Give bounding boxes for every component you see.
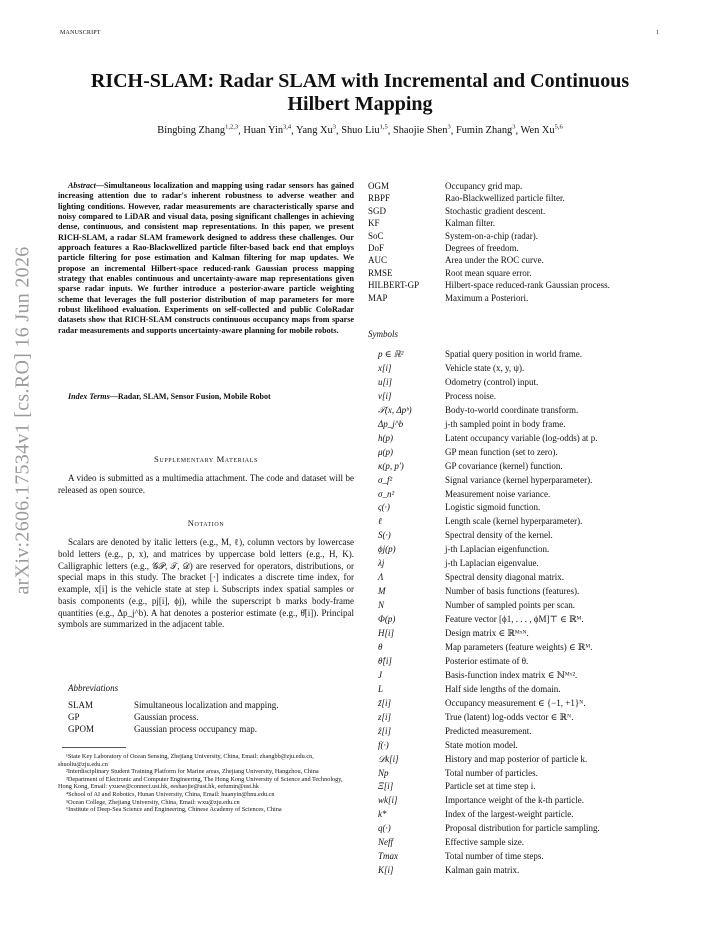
symbol-row [378, 768, 538, 778]
symbol-row-term: σ_n² [378, 488, 395, 499]
symbol-row-description: Particle set at time step i. [445, 781, 536, 792]
symbol-row-description: Body-to-world coordinate transform. [445, 404, 579, 415]
footnote-rule [62, 747, 126, 748]
symbol-row-term: Λ [378, 572, 384, 583]
symbol-row-term: K[i] [378, 865, 394, 876]
symbol-row-description: Index of the largest-weight particle. [445, 809, 574, 820]
symbol-row [378, 405, 578, 416]
symbol-row [378, 475, 592, 485]
symbol-row-description: Occupancy measurement ∈ {−1, +1}ᴺ. [445, 697, 586, 708]
abbreviation-row [368, 280, 610, 290]
author: Shaojie Shen$^3$ [392, 124, 451, 137]
symbol-row [378, 349, 582, 360]
symbol-row-term: ẑ[i] [378, 725, 392, 736]
supp-heading: Supplementary Materials [154, 454, 258, 464]
symbol-row-description: Importance weight of the k-th particle. [445, 795, 584, 806]
abbreviation-row-term: GP [68, 712, 80, 722]
notation-text: Scalars are denoted by italic letters (e.g., M, ℓ), column vectors by lowercase bold letters (e.g., p, x), and matrices by uppercase bold letters (e.g., H, K). Calligraphic letters (e.g., 𝒢𝒫, 𝒯, 𝒟) are reserved for operators, distributions, or special maps in this study. The bracket [·] indicates a discrete time index, for example, x[i] is the vehicle state at step i. Subscripts index spatial samples or basis components (e.g., pj[i], ϕj), while the superscript b marks body-frame quantities (e.g., Δp_j^b). A hat denotes a posterior estimate (e.g., θ̂[i]). Principal symbols are summarized in the adjacent table. [58, 537, 354, 630]
symbol-row-term: wk[i] [378, 795, 398, 806]
abbreviation-row-description: Maximum a Posteriori. [445, 292, 529, 303]
abbreviation-row-term: RBPF [368, 193, 391, 204]
page-number: 1 [656, 30, 660, 36]
abbreviation-row [368, 268, 531, 278]
symbol-row [378, 502, 540, 512]
symbol-row-description: Basis-function index matrix ∈ ℕᴹˣ². [445, 669, 578, 680]
symbol-row [378, 489, 550, 499]
footnote: ³Department of Electronic and Computer Engineering, The Hong Kong University of Science and Technology, Hong Kong, Email: yxuew@connect.ust.hk, eeshaojie@ust.hk, eefumin@ust.hk [58, 775, 343, 791]
symbol-row [378, 823, 600, 833]
symbol-row-description: j-th Laplacian eigenvalue. [445, 558, 539, 569]
symbol-row [378, 698, 586, 709]
abbreviation-row-description: System-on-a-chip (radar). [445, 230, 538, 241]
symbol-row-term: u[i] [378, 376, 393, 387]
symbol-row [378, 530, 553, 540]
symbol-row-description: Kalman gain matrix. [445, 865, 520, 876]
symbol-row-term: S(·) [378, 530, 391, 541]
supp-text: A video is submitted as a multimedia attachment. The code and dataset will be released as open source. [58, 473, 354, 495]
author: Fumin Zhang$^3$ [455, 124, 516, 137]
symbol-row [378, 726, 531, 736]
index-terms-label: Index Terms [68, 392, 110, 401]
abbreviation-row [368, 231, 538, 241]
symbol-row [378, 572, 564, 582]
symbol-row-term: Tmax [378, 851, 398, 862]
symbol-row-description: GP covariance (kernel) function. [445, 460, 563, 471]
abstract-text: —Simultaneous localization and mapping using radar sensors has gained increasing attention due to radar's inherent robustness to adverse weather and lighting conditions. However, radar measurements are characteristically sparse and noisy compared to LiDAR and visual data, posing significant challenges in achieving dense, continuous, and consistent map representations. In this paper, we present RICH-SLAM, a radar SLAM framework designed to address these challenges. Our approach features a Rao-Blackwellized particle filter-based back end that employs particle filtering for pose estimation and Kalman filtering for map updates. We propose an incremental Hilbert-space reduced-rank Gaussian process mapping strategy that enables continuous and uncertainty-aware map representations given sparse radar inputs. We further introduce a posterior-aware particle weighting scheme that leverages the full posterior distribution of map parameters for more robust likelihood evaluation. Experiments on self-collected and public ColoRadar datasets show that RICH-SLAM constructs continuous occupancy maps from sparse radar measurements and supports uncertainty-aware planning for mobile robots. [58, 181, 354, 335]
abbreviation-row-term: KF [368, 218, 380, 229]
abbreviation-row-term: SoC [368, 230, 384, 241]
symbol-row-description: Logistic sigmoid function. [445, 502, 541, 513]
symbol-row-description: Half side lengths of the domain. [445, 683, 561, 694]
symbol-row [378, 586, 579, 596]
symbol-row [378, 781, 535, 791]
symbol-row [378, 865, 519, 875]
symbol-row [378, 391, 496, 401]
footnote: ⁴School of AI and Robotics, Hunan University, China, Email: huanyin@hnu.edu.cn [66, 790, 275, 798]
symbol-row-description: Number of basis functions (features). [445, 586, 580, 597]
abbreviation-row-description: Root mean square error. [445, 267, 532, 278]
abbreviation-row-description: Gaussian process occupancy map. [134, 724, 257, 734]
abbreviations-heading: Abbreviations [68, 683, 119, 693]
symbol-row-description: Design matrix ∈ ℝᴹˣᴺ. [445, 628, 529, 638]
symbol-row-description: j-th Laplacian eigenfunction. [445, 544, 550, 555]
abbreviation-row-description: Hilbert-space reduced-rank Gaussian process. [445, 280, 610, 291]
abbreviation-row-term: GPOM [68, 724, 95, 734]
author: Wen Xu$^{5,6}$ [520, 124, 563, 137]
symbol-row [378, 363, 524, 373]
abbreviation-row-description: Rao-Blackwellized particle filter. [445, 193, 565, 204]
symbol-row-term: h(p) [378, 432, 393, 443]
abbreviation-row [368, 206, 545, 216]
symbol-row [378, 628, 529, 639]
symbol-row-description: Map parameters (feature weights) ∈ ℝᴹ. [445, 641, 593, 652]
abbreviation-row [68, 723, 257, 735]
symbol-row [378, 712, 573, 723]
symbol-row-description: State motion model. [445, 739, 518, 750]
footnotes [58, 753, 354, 814]
notation-heading: Notation [187, 518, 225, 528]
abbreviation-row [368, 255, 544, 265]
symbol-row-term: J [378, 669, 382, 680]
abbreviation-row [368, 243, 519, 253]
symbol-row-description: j-th sampled point in body frame. [445, 418, 566, 429]
symbol-row-description: History and map posterior of particle k. [445, 753, 588, 764]
symbol-row-term: Δp_j^b [378, 418, 404, 429]
symbol-row-description: Proposal distribution for particle sampling. [445, 823, 600, 834]
author-list: Bingbing Zhang$^{1,2,3}$, Huan Yin$^{3,4}$, Yang Xu$^3$, Shuo Liu$^{1,5}$, Shaojie Shen$^3$, Fumin Zhang$^3$, Wen Xu$^{5,6}$ [157, 124, 563, 137]
symbol-row-description: Spatial query position in world frame. [445, 349, 582, 359]
symbol-row-term: ς(·) [378, 502, 390, 513]
symbol-row-description: Feature vector [ϕ1, . . . , ϕM]⊤ ∈ ℝᴹ. [445, 614, 584, 625]
symbol-row-description: True (latent) log-odds vector ∈ ℝᴺ. [445, 711, 574, 722]
abbreviation-row-term: AUC [368, 255, 388, 266]
symbol-row [378, 614, 584, 625]
abbreviation-row-term: HILBERT-GP [368, 280, 420, 291]
author-affiliation: 3 [512, 124, 516, 131]
author-affiliation: 3 [332, 124, 336, 131]
author-affiliation: 1,2,3 [225, 124, 239, 131]
symbol-row [378, 433, 597, 443]
symbol-row-description: Measurement noise variance. [445, 488, 551, 499]
footnote: ²Interdisciplinary Student Training Platform for Marine areas, Zhejiang University, Hangzhou, China [66, 768, 319, 776]
symbol-row-description: Posterior estimate of θ. [445, 655, 529, 666]
symbol-row-description: Total number of time steps. [445, 851, 544, 862]
abbreviation-row-term: OGM [368, 181, 390, 191]
footnote: ⁶Institute of Deep-Sea Science and Engineering, Chinese Academy of Sciences, China [66, 806, 282, 814]
symbol-row [378, 516, 582, 526]
abbreviation-row-description: Stochastic gradient descent. [445, 205, 546, 216]
abbreviation-row-description: Area under the ROC curve. [445, 255, 544, 266]
symbol-row [378, 600, 575, 610]
abbreviation-row-term: SGD [368, 205, 387, 216]
symbol-row-term: λj [378, 558, 385, 569]
symbol-row-term: f(·) [378, 739, 389, 750]
symbol-row-term: H[i] [378, 628, 395, 638]
abbreviation-row-term: DoF [368, 243, 385, 253]
symbol-row-description: Spectral density of the kernel. [445, 530, 553, 541]
index-terms-text: —Radar, SLAM, Sensor Fusion, Mobile Robot [109, 392, 271, 401]
symbol-row [378, 544, 549, 554]
symbol-row-description: Spectral density diagonal matrix. [445, 572, 564, 583]
abbreviation-row [368, 218, 495, 228]
symbol-row-description: Vehicle state (x, y, ψ). [445, 362, 525, 373]
symbol-row-term: ϕj(p) [378, 544, 396, 555]
symbol-row-term: 𝒟k[i] [378, 753, 399, 764]
running-header: MANUSCRIPT [60, 30, 101, 36]
symbol-row-term: q(·) [378, 823, 391, 834]
symbol-row [378, 656, 528, 666]
symbol-row-description: GP mean function (set to zero). [445, 446, 558, 457]
symbol-row-term: Φ(p) [378, 614, 396, 625]
footnote: ⁵Ocean College, Zhejiang University, China, Email: wxu@zju.edu.cn [66, 798, 240, 806]
symbol-row-term: p ∈ ℝ² [378, 349, 404, 359]
symbol-row-description: Predicted measurement. [445, 725, 532, 736]
footnote: ¹State Key Laboratory of Ocean Sensing, Zhejiang University, China, Email: zhangbb@zju.edu.cn, shuoliu@zju.edu.cn [58, 753, 314, 768]
abbreviation-row-term: MAP [368, 292, 388, 303]
symbol-row-term: Ξ[i] [378, 781, 394, 792]
author-affiliation: 1,5 [379, 124, 388, 131]
symbol-row [378, 377, 538, 387]
abbreviation-row [68, 711, 199, 723]
abbreviation-row [68, 699, 278, 711]
symbol-row [378, 754, 587, 765]
symbol-row-term: μ(p) [378, 446, 394, 457]
abstract-label: Abstract [68, 181, 96, 190]
symbol-row [378, 837, 524, 847]
symbol-row-term: x[i] [378, 362, 392, 373]
symbol-row-term: v[i] [378, 390, 392, 401]
symbol-row-description: Number of sampled points per scan. [445, 600, 575, 611]
symbol-row-term: M [378, 586, 386, 597]
symbol-row-description: Latent occupancy variable (log-odds) at p. [445, 432, 598, 443]
symbol-row [378, 461, 563, 471]
symbol-row [378, 809, 574, 819]
symbol-row-term: θ̂[i] [378, 655, 392, 666]
abbreviation-row-term: SLAM [68, 700, 94, 710]
symbol-row [378, 684, 560, 694]
abbreviation-row-description: Occupancy grid map. [445, 181, 523, 191]
symbol-row [378, 447, 558, 457]
symbol-row-description: Odometry (control) input. [445, 376, 539, 387]
symbol-row [378, 642, 592, 653]
symbol-row-term: N [378, 600, 385, 611]
symbol-row-term: 𝒯(x, Δpᵇ) [378, 404, 412, 415]
symbol-row-term: θ [378, 641, 383, 652]
symbol-row-description: Total number of particles. [445, 767, 538, 778]
symbol-row-term: Neff [378, 837, 393, 848]
symbol-row-description: Signal variance (kernel hyperparameter). [445, 474, 593, 485]
author: Huan Yin$^{3,4}$ [243, 124, 292, 137]
paper-title: RICH-SLAM: Radar SLAM with Incremental and Continuous Hilbert Mapping [90, 70, 630, 115]
abbreviation-row-description: Kalman filter. [445, 218, 495, 229]
symbol-row-term: L [378, 683, 384, 694]
abbreviation-row-description: Degrees of freedom. [445, 243, 519, 253]
symbol-row [378, 795, 584, 805]
symbol-row-term: k* [378, 809, 387, 820]
symbol-row [378, 740, 518, 750]
symbol-row-term: ℓ [378, 516, 382, 527]
symbol-row-term: Np [378, 767, 389, 778]
abbreviation-row [368, 193, 565, 203]
symbol-row [378, 419, 565, 429]
symbol-row-description: Length scale (kernel hyperparameter). [445, 516, 583, 527]
author-affiliation: 5,6 [554, 124, 563, 131]
symbol-row [378, 670, 577, 681]
author: Bingbing Zhang$^{1,2,3}$ [157, 124, 239, 137]
symbol-row-term: z[i] [378, 711, 392, 722]
author: Yang Xu$^3$ [295, 124, 336, 137]
index-terms [58, 392, 354, 402]
author: Shuo Liu$^{1,5}$ [341, 124, 388, 137]
abbreviation-row-term: RMSE [368, 267, 393, 278]
symbol-row-description: Process noise. [445, 390, 496, 401]
abstract [58, 181, 354, 336]
symbol-row-description: Effective sample size. [445, 837, 525, 848]
arxiv-identifier: arXiv:2606.17534v1 [cs.RO] 16 Jun 2026 [11, 246, 34, 595]
symbol-row [378, 558, 539, 568]
author-affiliation: 3,4 [283, 124, 292, 131]
symbol-row-term: κ(p, p′) [378, 460, 404, 471]
abbreviation-row-description: Gaussian process. [134, 712, 199, 722]
author-affiliation: 3 [447, 124, 451, 131]
symbol-row-term: σ_f² [378, 474, 393, 485]
symbol-row [378, 851, 544, 861]
symbols-heading: Symbols [368, 329, 398, 339]
abbreviation-row-description: Simultaneous localization and mapping. [134, 700, 279, 710]
abbreviation-row [368, 181, 522, 191]
symbol-row-term: z̃[i] [378, 697, 392, 708]
abbreviation-row [368, 293, 528, 303]
